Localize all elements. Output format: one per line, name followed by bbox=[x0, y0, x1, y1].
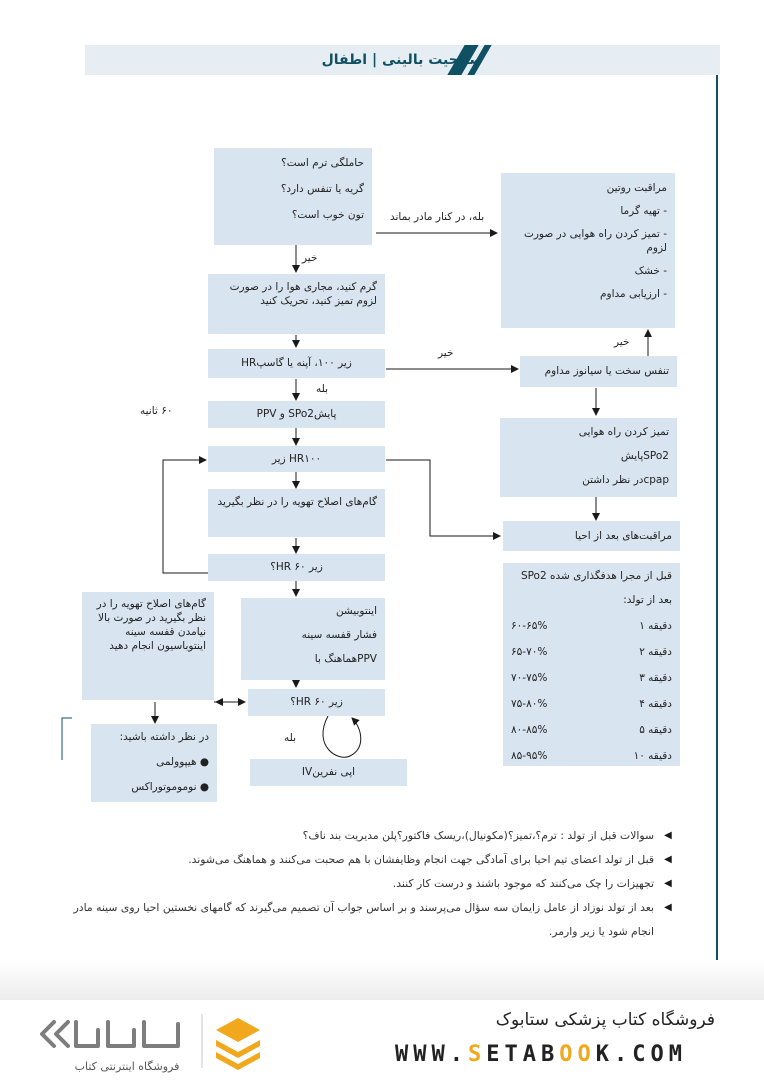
note-item: ▶ تجهیزات را چک می‌کنند که موجود باشند و درست کار کنند. bbox=[62, 872, 672, 896]
spo2-row-value: ۸۵-۹۵% bbox=[511, 750, 548, 762]
routine-care-box bbox=[501, 173, 675, 328]
consider-item: ● نوموموتوراکس bbox=[131, 781, 209, 793]
logo-tagline: فروشگاه اینترنتی کتاب bbox=[74, 1060, 180, 1073]
warm-text: گرم کنید، مجاری هوا را در صورت لزوم تمیز کنید، تحریک کنید bbox=[229, 281, 377, 307]
hr-under-100-apnea-text: زیر ۱۰۰، آپنه یا گاسپHR bbox=[241, 357, 352, 369]
post-resuscitation-text: مراقبت‌های بعد از احیا bbox=[574, 530, 672, 542]
intubation-item: فشار قفسه سینه bbox=[301, 629, 377, 641]
spo2-row bbox=[511, 645, 672, 659]
note-item: ▶ سوالات قبل از تولد : ترم؟،تمیز؟(مکونیال)،ریسک فاکتور؟پلن مدیریت بند ناف؟ bbox=[62, 824, 672, 848]
airway-cpap-box bbox=[500, 418, 677, 497]
assessment-q3: تون خوب است؟ bbox=[291, 209, 364, 221]
spo2-row-value: ۸۰-۸۵% bbox=[511, 724, 548, 736]
spo2-table-subtitle: بعد از تولد: bbox=[623, 594, 672, 606]
url-part: ETAB bbox=[486, 1042, 560, 1067]
hr-under-60-text: زیر ۶۰ HR؟ bbox=[270, 561, 323, 573]
spo2-row-label: دقیقه ۱۰ bbox=[633, 750, 672, 762]
labored-breathing-text: تنفس سخت یا سیانوز مداوم bbox=[544, 365, 669, 377]
hr-under-100-apnea-box bbox=[208, 349, 385, 378]
iv-epinephrine-text: اپی نفرینIV bbox=[301, 766, 356, 778]
store-name: فروشگاه کتاب پزشکی ستابوک bbox=[495, 1010, 715, 1030]
label-yes: بله bbox=[316, 383, 329, 395]
notes-list bbox=[62, 824, 672, 944]
hr-under-100-text: HR۱۰۰ زیر bbox=[271, 453, 322, 465]
spo2-row-label: دقیقه ۲ bbox=[639, 646, 672, 658]
routine-item: - ارزیابی مداوم bbox=[600, 288, 667, 300]
hr-under-100-box bbox=[208, 446, 385, 472]
consider-title: در نظر داشته باشید: bbox=[119, 731, 209, 743]
spo2-row-value: ۷۵-۸۰% bbox=[511, 698, 548, 710]
label-no: خیر bbox=[438, 347, 454, 359]
store-url[interactable] bbox=[395, 1042, 755, 1067]
ppv-spo2-box bbox=[208, 401, 385, 428]
note-item: ▶ بعد از تولد نوزاد از عامل زایمان سه سؤال می‌پرسند و بر اساس جواب آن تصمیم می‌گیرند که گامهای نخستین احیا روی سینه مادر انجام شود یا زیر وارمر. bbox=[62, 896, 672, 944]
airway-item: SPo2پایش bbox=[620, 450, 669, 462]
airway-item: cpapدر نظر داشتن bbox=[582, 474, 669, 486]
ventilation-steps-box bbox=[208, 489, 385, 537]
routine-item: - تهیه گرما bbox=[620, 205, 667, 217]
assessment-q2: گریه یا تنفس دارد؟ bbox=[280, 183, 364, 195]
spo2-row-value: ۷۰-۷۵% bbox=[511, 672, 548, 684]
note-item: ▶ قبل از تولد اعضای تیم احیا برای آمادگی جهت انجام وظایفشان با هم صحبت می‌کنند و هماهنگ می‌شوند. bbox=[62, 848, 672, 872]
consider-item: ● هیپوولمی bbox=[156, 756, 209, 768]
label-no: خیر bbox=[614, 336, 630, 348]
ventilation-intubation-text: گام‌های اصلاح تهویه را در نظر بگیرید در صورت بالا نیامدن قفسه سینه اینتوباسیون انجام دهید bbox=[96, 598, 206, 652]
spo2-row bbox=[511, 749, 672, 763]
spo2-row-label: دقیقه ۴ bbox=[639, 698, 672, 710]
initial-assessment-box bbox=[214, 148, 372, 245]
spo2-row-value: ۶۵-۷۰% bbox=[511, 646, 548, 658]
label-60-seconds: ۶۰ ثانیه bbox=[140, 405, 173, 417]
intubation-compressions-box bbox=[241, 598, 385, 680]
page-title: صلاحیت بالینی | اطفال bbox=[321, 52, 483, 68]
url-part-accent: O bbox=[559, 1042, 578, 1067]
hr-under-60-recheck-box bbox=[248, 689, 385, 716]
spo2-row bbox=[511, 619, 672, 633]
consider-item-text: نوموموتوراکس bbox=[131, 781, 197, 793]
url-part-accent: O bbox=[577, 1042, 596, 1067]
spo2-table-title: قبل از مجرا هدفگذاری شده SPo2 bbox=[520, 570, 672, 582]
iv-epinephrine-box bbox=[250, 759, 407, 786]
spo2-rows bbox=[511, 619, 672, 763]
spo2-row-label: دقیقه ۱ bbox=[639, 620, 672, 632]
ventilation-steps-text: گام‌های اصلاح تهویه را در نظر بگیرید bbox=[217, 496, 377, 508]
routine-item: - تمیز کردن راه هوایی در صورت لزوم bbox=[523, 228, 667, 254]
labored-breathing-box bbox=[520, 356, 677, 387]
routine-title: مراقبت روتین bbox=[606, 182, 667, 194]
ppv-spo2-text: پایشSPo2 و PPV bbox=[256, 408, 337, 420]
url-part-accent: S bbox=[467, 1042, 487, 1067]
hr-under-60-box bbox=[208, 554, 385, 581]
label-yes-with-mother: بله، در کنار مادر بماند bbox=[390, 211, 485, 223]
footer-fade bbox=[0, 960, 764, 1000]
post-resuscitation-care-box bbox=[503, 521, 680, 551]
label-yes: بله bbox=[284, 732, 297, 744]
routine-item: - خشک bbox=[634, 265, 667, 277]
spo2-row bbox=[511, 671, 672, 685]
spo2-row bbox=[511, 697, 672, 711]
label-no: خیر bbox=[302, 252, 318, 264]
ventilation-intubation-box bbox=[82, 592, 214, 700]
url-part: WWW. bbox=[395, 1042, 468, 1067]
warm-stimulate-box bbox=[208, 274, 385, 334]
spo2-row bbox=[511, 723, 672, 737]
hr-under-60-recheck-text: زیر ۶۰ HR؟ bbox=[290, 696, 343, 708]
assessment-q1: حاملگی ترم است؟ bbox=[281, 157, 364, 169]
intubation-item: PPVهماهنگ با bbox=[314, 653, 377, 665]
target-spo2-table bbox=[503, 563, 680, 766]
airway-item: تمیز کردن راه هوایی bbox=[578, 426, 669, 438]
spo2-row-value: ۶۰-۶۵% bbox=[511, 620, 548, 632]
url-part: K.COM bbox=[595, 1042, 687, 1067]
spo2-row-label: دقیقه ۳ bbox=[639, 672, 672, 684]
book-stack-icon bbox=[216, 1018, 260, 1070]
consider-item-text: هیپوولمی bbox=[156, 756, 197, 768]
consider-box bbox=[91, 724, 217, 802]
intubation-item: اینتوبیشن bbox=[335, 605, 377, 617]
spo2-row-label: دقیقه ۵ bbox=[639, 724, 672, 736]
